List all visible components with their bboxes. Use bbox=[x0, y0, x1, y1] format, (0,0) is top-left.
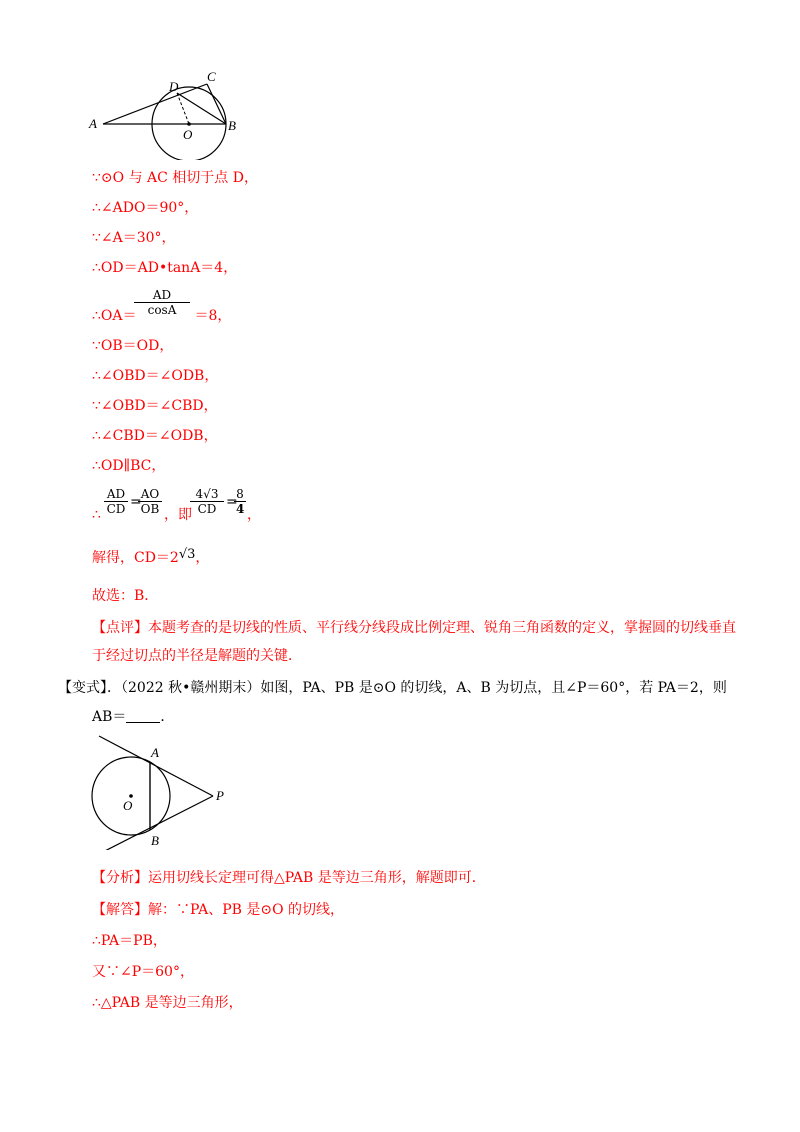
analysis-tag: 【分析】 bbox=[92, 870, 148, 886]
solution-line-1: ∵⊙O 与 AC 相切于点 D， bbox=[92, 170, 258, 186]
answer-line-1 bbox=[92, 896, 344, 924]
fraction-ad-cosa bbox=[134, 288, 190, 317]
comment-text: 本题考查的是切线的性质、平行线分线段成比例定理、锐角三角函数的定义，掌握圆的切线垂直于经过切点的半径是解题的关键． bbox=[92, 620, 736, 664]
line-11-suffix: ， bbox=[247, 507, 261, 523]
variant-line-end: ． bbox=[160, 709, 175, 725]
solution-line-9: ∴∠CBD＝∠ODB， bbox=[92, 428, 218, 444]
figure-1-diagram bbox=[85, 68, 255, 160]
answer-blank bbox=[126, 708, 160, 723]
fraction-4root3-cd bbox=[190, 487, 224, 516]
line-11-mid: ，即 bbox=[164, 507, 192, 523]
analysis-text: 运用切线长定理可得△PAB 是等边三角形，解题即可． bbox=[148, 870, 486, 886]
label-a: A bbox=[89, 116, 97, 131]
segment-ac bbox=[103, 84, 207, 124]
solution-line-3: ∵∠A＝30°， bbox=[92, 230, 176, 246]
equals-sign: = bbox=[130, 494, 142, 510]
fraction-numerator: 8 bbox=[234, 487, 246, 502]
fraction-ad-cd bbox=[104, 487, 128, 516]
comment-paragraph bbox=[92, 614, 744, 670]
label-b: B bbox=[228, 118, 236, 133]
label-b: B bbox=[151, 833, 159, 848]
answer-line-4: ∴△PAB 是等边三角形， bbox=[92, 995, 243, 1011]
fraction-numerator: AO bbox=[138, 487, 162, 502]
fraction-8-4 bbox=[234, 487, 246, 516]
solution-line-6: ∵OB＝OD， bbox=[92, 338, 174, 354]
answer-line-3: 又∵∠P＝60°， bbox=[92, 964, 194, 980]
comment-tag: 【点评】 bbox=[92, 620, 148, 636]
line-12-suffix: ， bbox=[195, 550, 210, 566]
line-5-prefix: ∴OA＝ bbox=[92, 308, 137, 324]
solution-line-13: 故选：B． bbox=[92, 588, 159, 604]
answer-text: 解：∵PA、PB 是⊙O 的切线， bbox=[148, 902, 345, 918]
analysis-line bbox=[92, 864, 486, 892]
label-o: O bbox=[123, 798, 133, 813]
solution-line-12 bbox=[92, 548, 209, 569]
fraction-denominator: CD bbox=[197, 502, 217, 516]
fraction-denominator: OB bbox=[140, 502, 160, 516]
fraction-numerator: AD bbox=[134, 288, 190, 303]
answer-line-2: ∴PA＝PB， bbox=[92, 933, 167, 949]
line-5-suffix: ＝8， bbox=[194, 308, 232, 324]
label-p: P bbox=[216, 788, 224, 803]
fraction-denominator: cosA bbox=[147, 303, 177, 317]
fraction-denominator: 4 bbox=[236, 502, 245, 516]
variant-ab-label: AB＝ bbox=[92, 709, 127, 725]
label-o: O bbox=[183, 127, 193, 142]
label-d: D bbox=[169, 79, 179, 94]
variant-tag: 【变式】 bbox=[58, 680, 107, 696]
equals-sign-2: = bbox=[226, 494, 238, 510]
fraction-denominator: CD bbox=[106, 502, 126, 516]
answer-tag: 【解答】 bbox=[92, 902, 148, 918]
solution-line-11 bbox=[92, 505, 101, 525]
solution-line-8: ∵∠OBD＝∠CBD， bbox=[92, 398, 218, 414]
variant-question bbox=[58, 674, 748, 702]
fraction-numerator: 4√3 bbox=[190, 487, 224, 502]
radical-root3: √3 bbox=[178, 547, 196, 562]
solution-line-10: ∴OD∥BC， bbox=[92, 458, 166, 474]
label-a: A bbox=[151, 745, 159, 760]
figure-2-diagram bbox=[85, 730, 235, 850]
center-dot bbox=[187, 122, 191, 126]
variant-question-line-2 bbox=[92, 703, 174, 731]
line-12-prefix: 解得，CD＝2 bbox=[92, 550, 179, 566]
solution-line-7: ∴∠OBD＝∠ODB， bbox=[92, 368, 219, 384]
line-11-prefix: ∴ bbox=[92, 507, 101, 523]
fraction-ao-ob bbox=[138, 487, 162, 516]
variant-text: ．（2022 秋•赣州期末）如图，PA、PB 是⊙O 的切线，A、B 为切点，且∠P＝60°，若 PA＝2，则 bbox=[107, 680, 727, 696]
solution-line-2: ∴∠ADO＝90°， bbox=[92, 200, 199, 216]
label-c: C bbox=[207, 69, 216, 84]
solution-line-4: ∴OD＝AD•tanA＝4， bbox=[92, 260, 238, 276]
segment-od-dashed bbox=[177, 93, 189, 124]
fraction-numerator: AD bbox=[104, 487, 128, 502]
